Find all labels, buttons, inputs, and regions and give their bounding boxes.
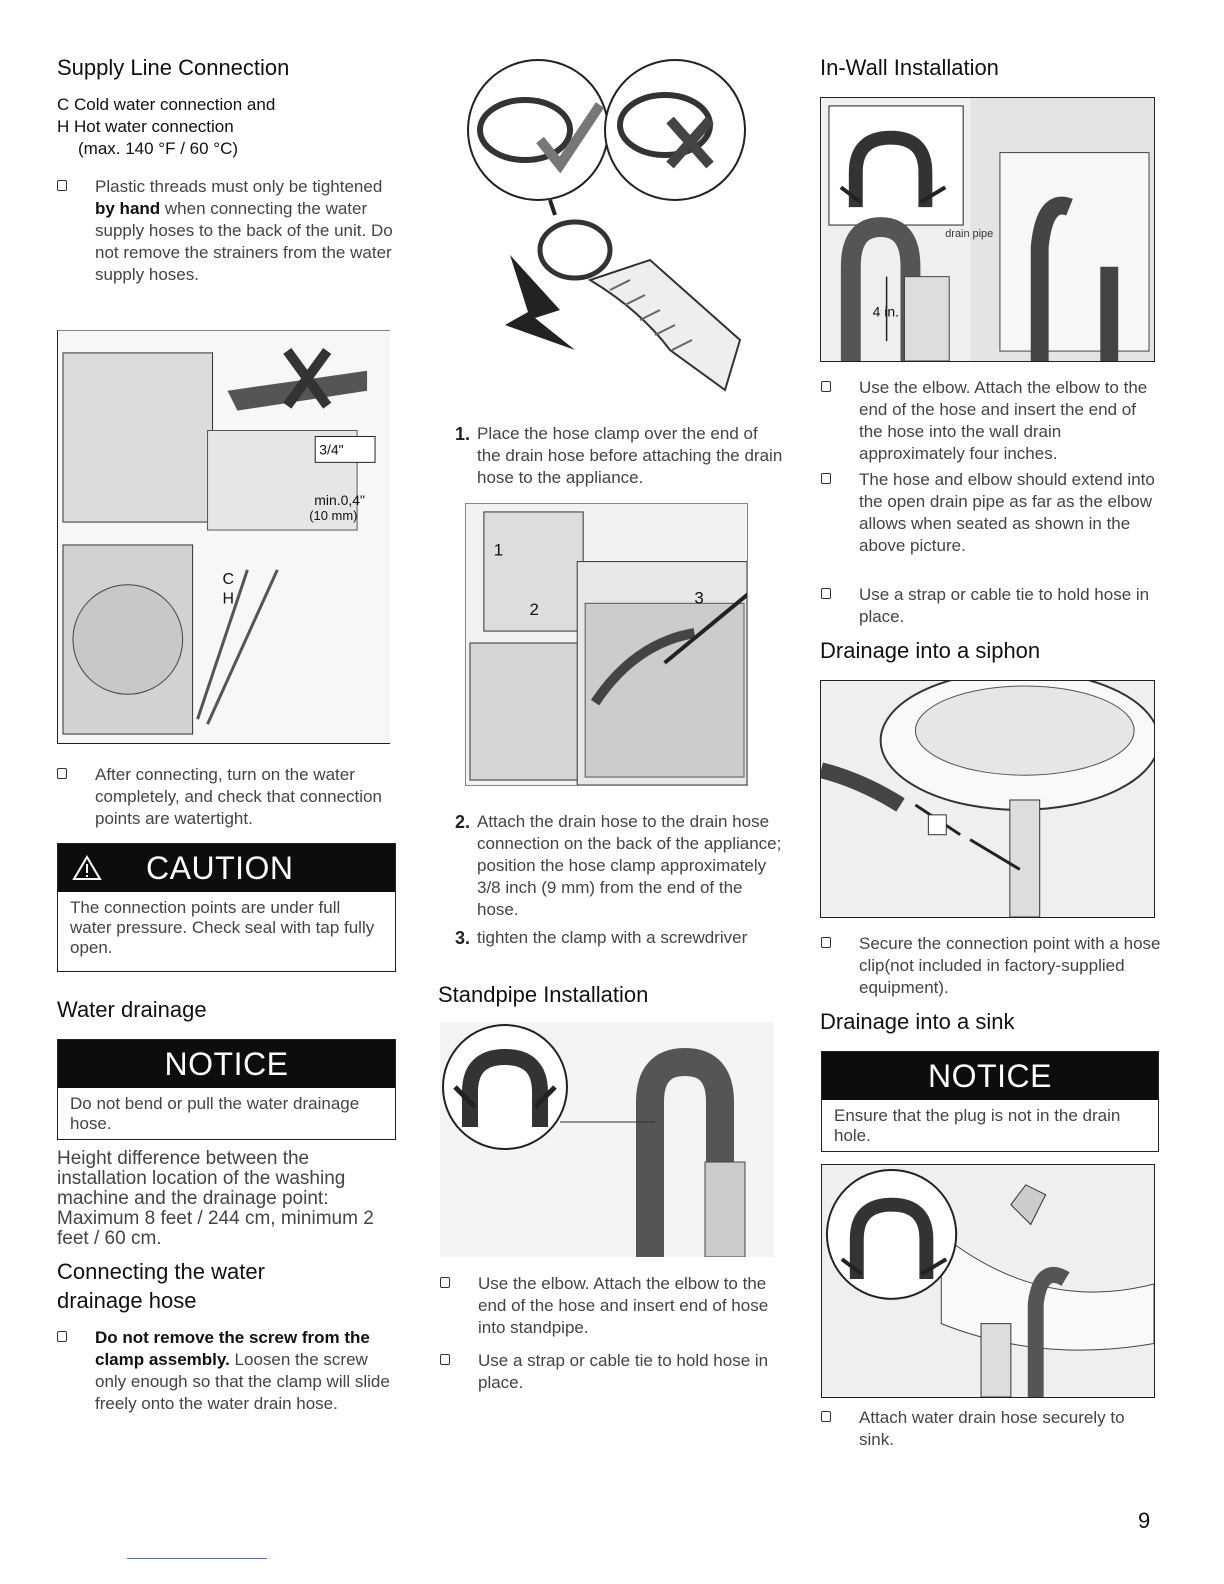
c-label: C bbox=[222, 570, 235, 588]
mm-label: (10 mm) bbox=[309, 508, 358, 524]
sink-heading: Drainage into a sink bbox=[820, 1009, 1015, 1034]
standpipe-heading: Standpipe Installation bbox=[438, 982, 649, 1007]
checkbox-icon bbox=[821, 588, 831, 599]
max-temp-label: (max. 140 °F / 60 °C) bbox=[78, 139, 239, 158]
in-wall-bullet-3: Use a strap or cable tie to hold hose in place. bbox=[821, 584, 1161, 628]
in-wall-figure bbox=[820, 97, 1155, 362]
warning-triangle-icon bbox=[72, 854, 102, 882]
hose-clamp-figure bbox=[440, 50, 780, 420]
notice-title-1: NOTICE bbox=[58, 1040, 395, 1088]
sink-bullet: Attach water drain hose securely to sink. bbox=[821, 1407, 1161, 1451]
cold-connection-label: C Cold water connection and bbox=[57, 95, 276, 114]
height-difference-text: Height difference between the installation location of the washing machine and the drainage point: Maximum 8 feet / 244 cm, minimum 2 feet / 60 cm. bbox=[57, 1148, 374, 1249]
checkbox-icon bbox=[440, 1277, 450, 1288]
h-label: H bbox=[222, 590, 235, 608]
caution-header bbox=[58, 844, 395, 892]
in-wall-bullet-2: The hose and elbow should extend into the open drain pipe as far as the elbow allows when seated as shown in the above picture. bbox=[821, 469, 1161, 557]
supply-bullet: Plastic threads must only be tightened by hand when connecting the water supply hoses to the back of the unit. Do not remove the strainers from the water supply hoses. bbox=[57, 176, 397, 286]
checkbox-icon bbox=[57, 1331, 67, 1342]
step-2: 2. Attach the drain hose to the drain hose connection on the back of the appliance; position the hose clamp approximately 3/8 inch (9 mm) from the end of the hose. bbox=[455, 812, 782, 919]
water-drainage-heading: Water drainage bbox=[57, 997, 207, 1022]
step-1: 1. Place the hose clamp over the end of the drain hose before attaching the drain hose to the appliance. bbox=[455, 424, 783, 487]
siphon-heading: Drainage into a siphon bbox=[820, 638, 1041, 663]
supply-hose-figure bbox=[57, 330, 390, 744]
sink-figure bbox=[821, 1164, 1155, 1398]
min-label: min.0,4" bbox=[314, 492, 365, 509]
standpipe-figure bbox=[440, 1022, 774, 1257]
footer-divider bbox=[127, 1558, 267, 1559]
in-wall-bullet-1: Use the elbow. Attach the elbow to the end of the hose and insert the end of the hose into the wall drain approximately four inches. bbox=[821, 377, 1161, 465]
hot-connection-label: H Hot water connection bbox=[57, 117, 234, 136]
checkbox-icon bbox=[57, 180, 67, 191]
notice-title-2: NOTICE bbox=[822, 1052, 1158, 1100]
notice-text-2: Ensure that the plug is not in the drain hole. bbox=[834, 1106, 1121, 1145]
thread-label: 3/4" bbox=[319, 441, 344, 458]
checkbox-icon bbox=[821, 937, 831, 948]
page-number: 9 bbox=[1138, 1508, 1151, 1533]
standpipe-bullet-2: Use a strap or cable tie to hold hose in place. bbox=[440, 1350, 780, 1394]
clamp-bullet: Do not remove the screw from the clamp assembly. Loosen the screw only enough so that the clamp will slide freely onto the water drain hose. bbox=[57, 1327, 397, 1415]
connecting-drainage-heading: Connecting the water drainage hose bbox=[57, 1259, 265, 1313]
caution-text: The connection points are under full water pressure. Check seal with tap fully open. bbox=[70, 898, 375, 957]
notice-text-1: Do not bend or pull the water drainage hose. bbox=[70, 1094, 360, 1133]
checkbox-icon bbox=[57, 768, 67, 779]
fig2-label-2: 2 bbox=[529, 600, 539, 620]
checkbox-icon bbox=[821, 473, 831, 484]
standpipe-bullet-1: Use the elbow. Attach the elbow to the end of the hose and insert end of hose into standpipe. bbox=[440, 1273, 780, 1339]
notice-box-1 bbox=[57, 1039, 396, 1140]
fig2-label-1: 1 bbox=[493, 540, 504, 560]
notice-box-2 bbox=[821, 1051, 1159, 1152]
checkbox-icon bbox=[821, 1411, 831, 1422]
drain-connection-figure bbox=[465, 503, 748, 786]
step-3: 3. tighten the clamp with a screwdriver bbox=[455, 928, 748, 948]
supply-subheading bbox=[57, 94, 275, 160]
after-connecting-bullet: After connecting, turn on the water completely, and check that connection points are watertight. bbox=[57, 764, 397, 830]
siphon-bullet: Secure the connection point with a hose clip(not included in factory-supplied equipment). bbox=[821, 933, 1161, 999]
siphon-figure bbox=[820, 680, 1155, 918]
arrow-icon bbox=[505, 255, 575, 350]
checkbox-icon bbox=[821, 381, 831, 392]
drain-pipe-label: drain pipe bbox=[945, 227, 994, 240]
fig2-label-3: 3 bbox=[694, 588, 704, 608]
in-wall-heading: In-Wall Installation bbox=[820, 55, 999, 80]
checkbox-icon bbox=[440, 1354, 450, 1365]
caution-box bbox=[57, 843, 396, 972]
caution-title: CAUTION bbox=[146, 850, 294, 886]
four-inch-label: 4 in. bbox=[872, 303, 899, 320]
supply-heading: Supply Line Connection bbox=[57, 55, 290, 80]
